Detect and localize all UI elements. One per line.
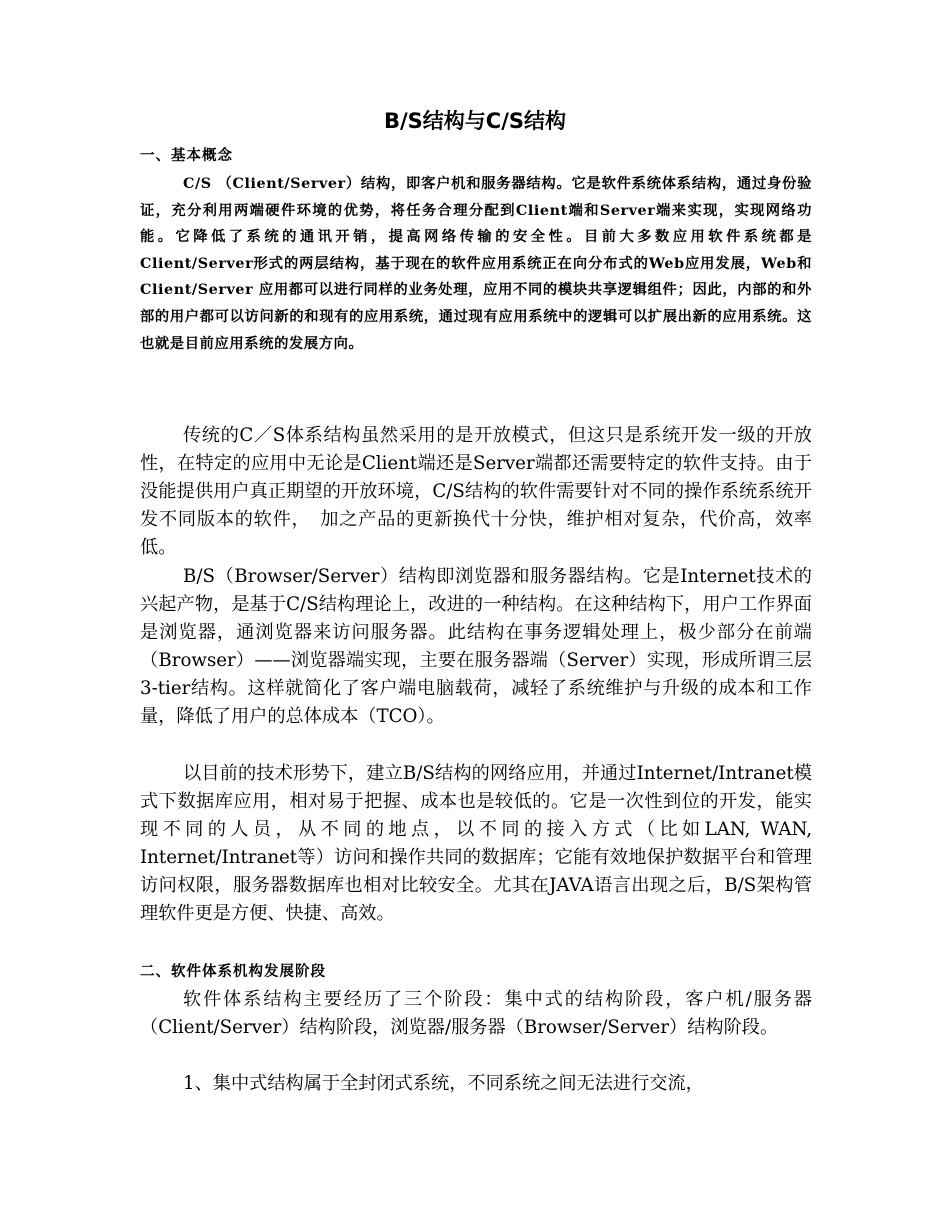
section-heading-basic-concepts: 一、基本概念 [140,147,233,164]
paragraph-centralized-structure: 1、集中式结构属于全封闭式系统，不同系统之间无法进行交流， [183,1073,704,1094]
paragraph-cs-intro: C/S （Client/Server）结构，即客户机和服务器结构。它是软件系统体系结构，通过身份验证，充分利用两端硬件环境的优势，将任务合理分配到Client端和Server端来实现，实现网络功能。它降低了系统的通讯开销，提高网络传输的安全性。目前大多数应用软件系统都是Client/Server形式的两层结构，基于现在的软件应用系统正在向分布式的Web应用发展，Web和Client/Server 应用都可以进行同样的业务处理，应用不同的模块共享逻辑组件；因此，内部的和外部的用户都可以访问新的和现有的应用系统，通过现有应用系统中的逻辑可以扩展出新的应用系统。这也就是目前应用系统的发展方向。 [140,176,812,352]
paragraph-bs-advantages: 以目前的技术形势下，建立B/S结构的网络应用，并通过Internet/Intranet模式下数据库应用，相对易于把握、成本也是较低的。它是一次性到位的开发，能实现不同的人员，从不同的地点，以不同的接入方式（比如LAN, WAN, Internet/Intranet等）访问和操作共同的数据库；它能有效地保护数据平台和管理访问权限，服务器数据库也相对比较安全。尤其在JAVA语言出现之后，B/S架构管理软件更是方便、快捷、高效。 [140,763,812,925]
paragraph-traditional-cs: 传统的C／S体系结构虽然采用的是开放模式，但这只是系统开发一级的开放性，在特定的应用中无论是Client端还是Server端都还需要特定的软件支持。由于没能提供用户真正期望的开放环境，C/S结构的软件需要针对不同的操作系统系统开发不同版本的软件， 加之产品的更新换代十分快，维护相对复杂，代价高，效率低。 [140,425,812,559]
paragraph-bs-intro: B/S（Browser/Server）结构即浏览器和服务器结构。它是Internet技术的兴起产物，是基于C/S结构理论上，改进的一种结构。在这种结构下，用户工作界面是浏览器，通浏览器来访问服务器。此结构在事务逻辑处理上，极少部分在前端（Browser）——浏览器端实现，主要在服务器端（Server）实现，形成所谓三层3-tier结构。这样就简化了客户端电脑载荷，减轻了系统维护与升级的成本和工作量，降低了用户的总体成本（TCO）。 [140,566,812,728]
page-title: B/S结构与C/S结构 [383,109,566,133]
paragraph-three-stages: 软件体系结构主要经历了三个阶段：集中式的结构阶段，客户机/服务器（Client/Server）结构阶段，浏览器/服务器（Browser/Server）结构阶段。 [140,989,812,1039]
section-heading-development-stages: 二、软件体系机构发展阶段 [140,963,326,980]
